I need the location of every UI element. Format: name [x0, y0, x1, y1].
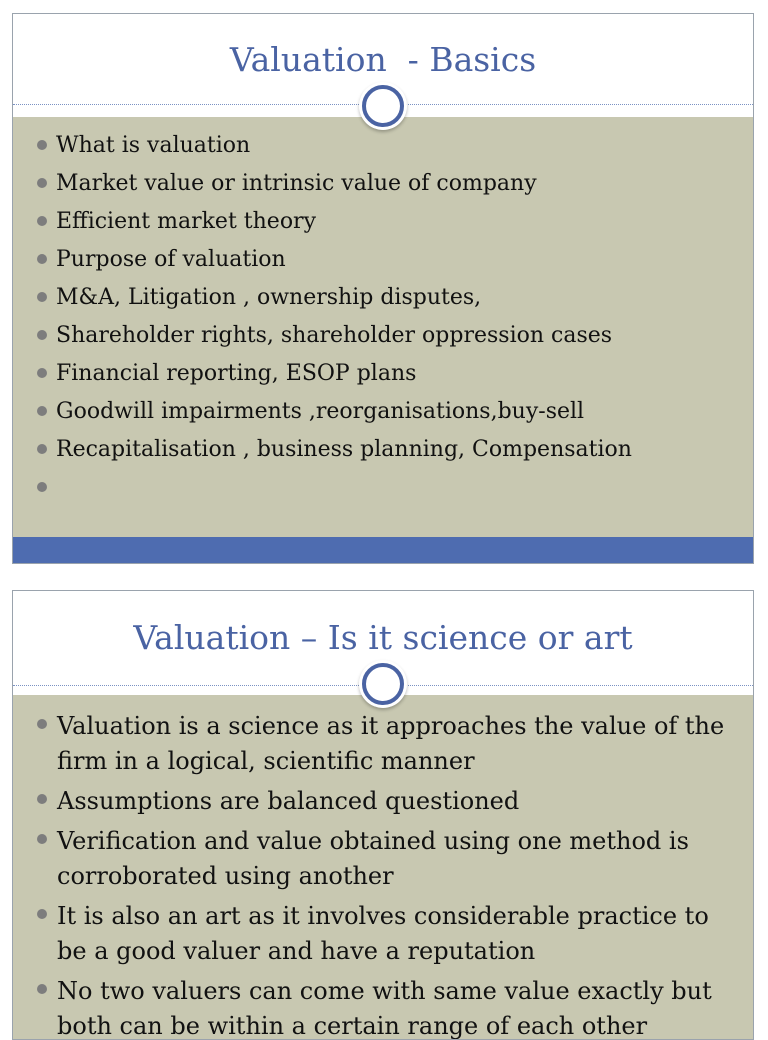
list-item [13, 709, 753, 779]
bullet-dot-icon [37, 368, 47, 378]
slide-science-or-art [12, 590, 754, 1040]
list-item [13, 974, 753, 1040]
bullet-dot-icon [37, 178, 47, 188]
bullet-text: Purpose of valuation [56, 247, 286, 272]
slide-title: Valuation - Basics [229, 40, 537, 79]
bullet-dot-icon [37, 330, 47, 340]
list-item [13, 475, 753, 513]
list-item [13, 399, 753, 437]
slide-title: Valuation – Is it science or art [133, 618, 633, 657]
bullet-text: M&A, Litigation , ownership disputes, [56, 285, 482, 310]
bullet-dot-icon [37, 216, 47, 226]
bullet-text: Market value or intrinsic value of company [56, 171, 537, 196]
slide-valuation-basics [12, 13, 754, 564]
bullet-list [13, 133, 753, 513]
bullet-text: It is also an art as it involves considerable practice to be a good valuer and have a reputation [57, 902, 709, 965]
bullet-text: Efficient market theory [56, 209, 317, 234]
slide-footer-band [13, 537, 753, 564]
list-item [13, 784, 753, 819]
list-item [13, 361, 753, 399]
bullet-text: What is valuation [56, 133, 251, 158]
bullet-list [13, 709, 753, 1040]
bullet-dot-icon [37, 254, 47, 264]
bullet-dot-icon [37, 834, 47, 844]
list-item [13, 824, 753, 894]
list-item [13, 899, 753, 969]
circle-ring-icon [362, 663, 404, 705]
bullet-text: Shareholder rights, shareholder oppression cases [56, 323, 613, 348]
bullet-dot-icon [37, 794, 47, 804]
list-item [13, 323, 753, 361]
bullet-text: Recapitalisation , business planning, Compensation [56, 437, 632, 462]
bullet-text: Goodwill impairments ,reorganisations,buy-sell [56, 399, 585, 424]
bullet-dot-icon [37, 444, 47, 454]
bullet-dot-icon [37, 482, 47, 492]
bullet-text: Financial reporting, ESOP plans [56, 361, 417, 386]
list-item [13, 171, 753, 209]
bullet-text: Assumptions are balanced questioned [57, 787, 520, 815]
bullet-text: Valuation is a science as it approaches the value of the firm in a logical, scientific manner [57, 712, 725, 775]
bullet-dot-icon [37, 292, 47, 302]
list-item [13, 209, 753, 247]
bullet-dot-icon [37, 406, 47, 416]
bullet-text: No two valuers can come with same value exactly but both can be within a certain range of each other [57, 977, 712, 1040]
list-item [13, 437, 753, 475]
bullet-text: Verification and value obtained using one method is corroborated using another [57, 827, 689, 890]
list-item [13, 285, 753, 323]
list-item [13, 133, 753, 171]
circle-ring-icon [362, 85, 404, 127]
bullet-dot-icon [37, 984, 47, 994]
list-item [13, 247, 753, 285]
bullet-dot-icon [37, 909, 47, 919]
bullet-dot-icon [37, 140, 47, 150]
bullet-dot-icon [37, 719, 47, 729]
